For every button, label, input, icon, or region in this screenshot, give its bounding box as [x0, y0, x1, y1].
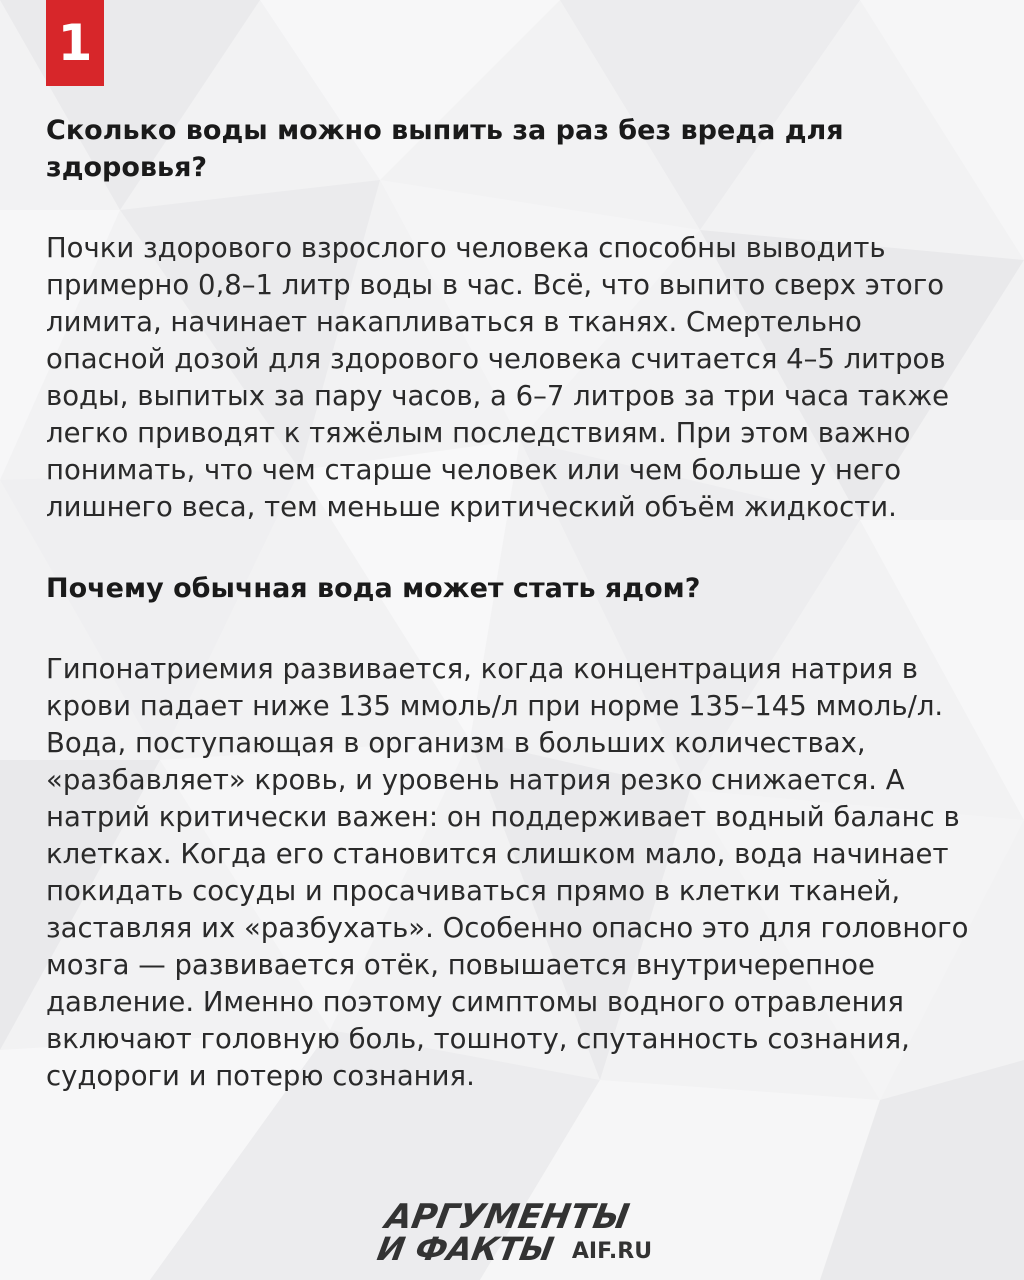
section-heading-1: Сколько воды можно выпить за раз без вреда для здоровья? [46, 115, 844, 183]
aif-logo [0, 1190, 1024, 1270]
slide-number-badge: 1 [46, 0, 104, 86]
logo-line-1: АРГУМЕНТЫ [382, 1197, 633, 1237]
section-heading-2: Почему обычная вода может стать ядом? [46, 573, 701, 604]
section-paragraph-2: Гипонатриемия развивается, когда концентрация натрия в крови падает ниже 135 ммоль/л при норме 135–145 ммоль/л. Вода, поступающая в организм в больших количествах, «разбавляет» кровь, и уровень натрия резко снижается. А натрий критически важен: он поддерживает водный баланс в клетках. Когда его становится слишком мало, вода начинает покидать сосуды и просачиваться прямо в клетки тканей, заставляя их «разбухать». Особенно опасно это для головного мозга — развивается отёк, повышается внутричерепное давление. Именно поэтому симптомы водного отравления включают головную боль, тошноту, спутанность сознания, судороги и потерю сознания. [46, 653, 969, 1092]
article-content [46, 112, 986, 1095]
section-paragraph-1: Почки здорового взрослого человека способны выводить примерно 0,8–1 литр воды в час. Всё, что выпито сверх этого лимита, начинает накапливаться в тканях. Смертельно опасной дозой для здорового человека считается 4–5 литров воды, выпитых за пару часов, а 6–7 литров за три часа также легко приводят к тяжёлым последствиям. При этом важно понимать, что чем старше человек или чем больше у него лишнего веса, тем меньше критический объём жидкости. [46, 232, 950, 523]
logo-site: AIF.RU [571, 1239, 653, 1264]
logo-line-2: И ФАКТЫ [374, 1230, 557, 1268]
